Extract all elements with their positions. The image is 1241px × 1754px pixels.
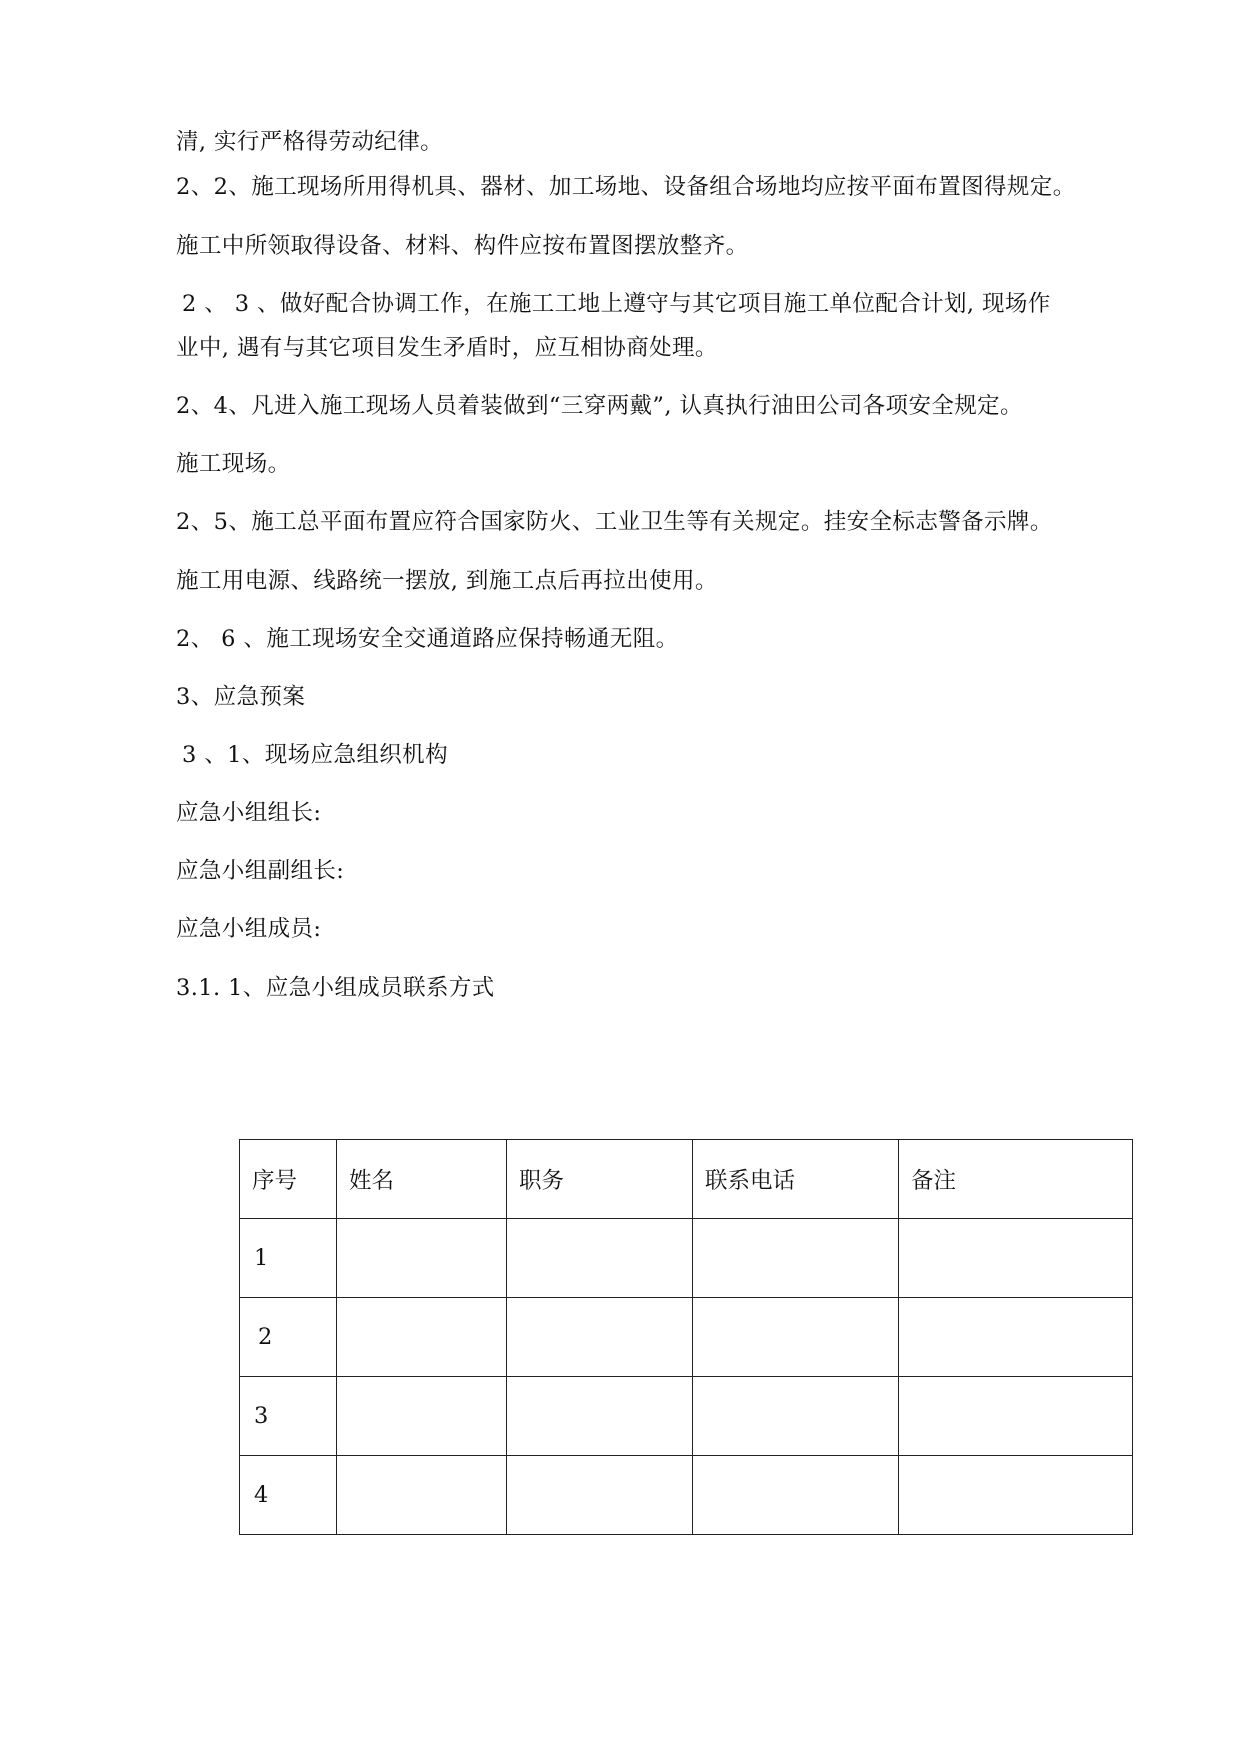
subsection-heading: 3 、1、现场应急组织机构 (182, 742, 448, 768)
paragraph-line: 应急小组副组长: (176, 858, 345, 884)
table-header-cell: 职务 (507, 1140, 693, 1219)
table-cell (337, 1456, 507, 1535)
contact-table (239, 1139, 1133, 1535)
paragraph-line: 2、4、凡进入施工现场人员着装做到“三穿两戴”, 认真执行油田公司各项安全规定。 (176, 393, 1023, 419)
subsection-heading: 3.1. 1、应急小组成员联系方式 (176, 975, 495, 1001)
table-cell: 4 (240, 1456, 337, 1535)
table-cell (507, 1456, 693, 1535)
table-cell (899, 1298, 1133, 1377)
table-header-cell: 姓名 (337, 1140, 507, 1219)
paragraph-line: 应急小组组长: (176, 800, 322, 826)
paragraph-line: 应急小组成员: (176, 916, 322, 942)
table-row (240, 1456, 1133, 1535)
table-cell (507, 1377, 693, 1456)
section-heading: 3、应急预案 (176, 684, 306, 710)
table-header-cell: 备注 (899, 1140, 1133, 1219)
table-cell (337, 1219, 507, 1298)
paragraph-line: 2 、 3 、做好配合协调工作，在施工工地上遵守与其它项目施工单位配合计划, 现场作 (182, 291, 1051, 317)
table-cell (693, 1219, 899, 1298)
table-cell (507, 1298, 693, 1377)
table-header-row (240, 1140, 1133, 1219)
table-header-cell: 序号 (240, 1140, 337, 1219)
table-header-cell: 联系电话 (693, 1140, 899, 1219)
table-cell (899, 1456, 1133, 1535)
paragraph-line: 施工现场。 (176, 451, 291, 477)
paragraph-line: 施工用电源、线路统一摆放, 到施工点后再拉出使用。 (176, 568, 718, 594)
table-cell (507, 1219, 693, 1298)
paragraph-line: 业中, 遇有与其它项目发生矛盾时，应互相协商处理。 (176, 335, 718, 361)
table-cell (693, 1298, 899, 1377)
table-cell (693, 1377, 899, 1456)
paragraph-line: 施工中所领取得设备、材料、构件应按布置图摆放整齐。 (176, 233, 749, 259)
table-cell (899, 1377, 1133, 1456)
paragraph-line: 2、 6 、施工现场安全交通道路应保持畅通无阻。 (176, 626, 679, 652)
table-cell: 3 (240, 1377, 337, 1456)
paragraph-line: 2、2、施工现场所用得机具、器材、加工场地、设备组合场地均应按平面布置图得规定。 (176, 174, 1076, 200)
table-cell (899, 1219, 1133, 1298)
table-cell (337, 1298, 507, 1377)
table-row (240, 1298, 1133, 1377)
table-cell: 1 (240, 1219, 337, 1298)
table-cell (337, 1377, 507, 1456)
paragraph-line: 2、5、施工总平面布置应符合国家防火、工业卫生等有关规定。挂安全标志警备示牌。 (176, 509, 1053, 535)
table-cell: 2 (240, 1298, 337, 1377)
table-row (240, 1219, 1133, 1298)
table-row (240, 1377, 1133, 1456)
paragraph-line: 清, 实行严格得劳动纪律。 (176, 129, 444, 155)
table-cell (693, 1456, 899, 1535)
